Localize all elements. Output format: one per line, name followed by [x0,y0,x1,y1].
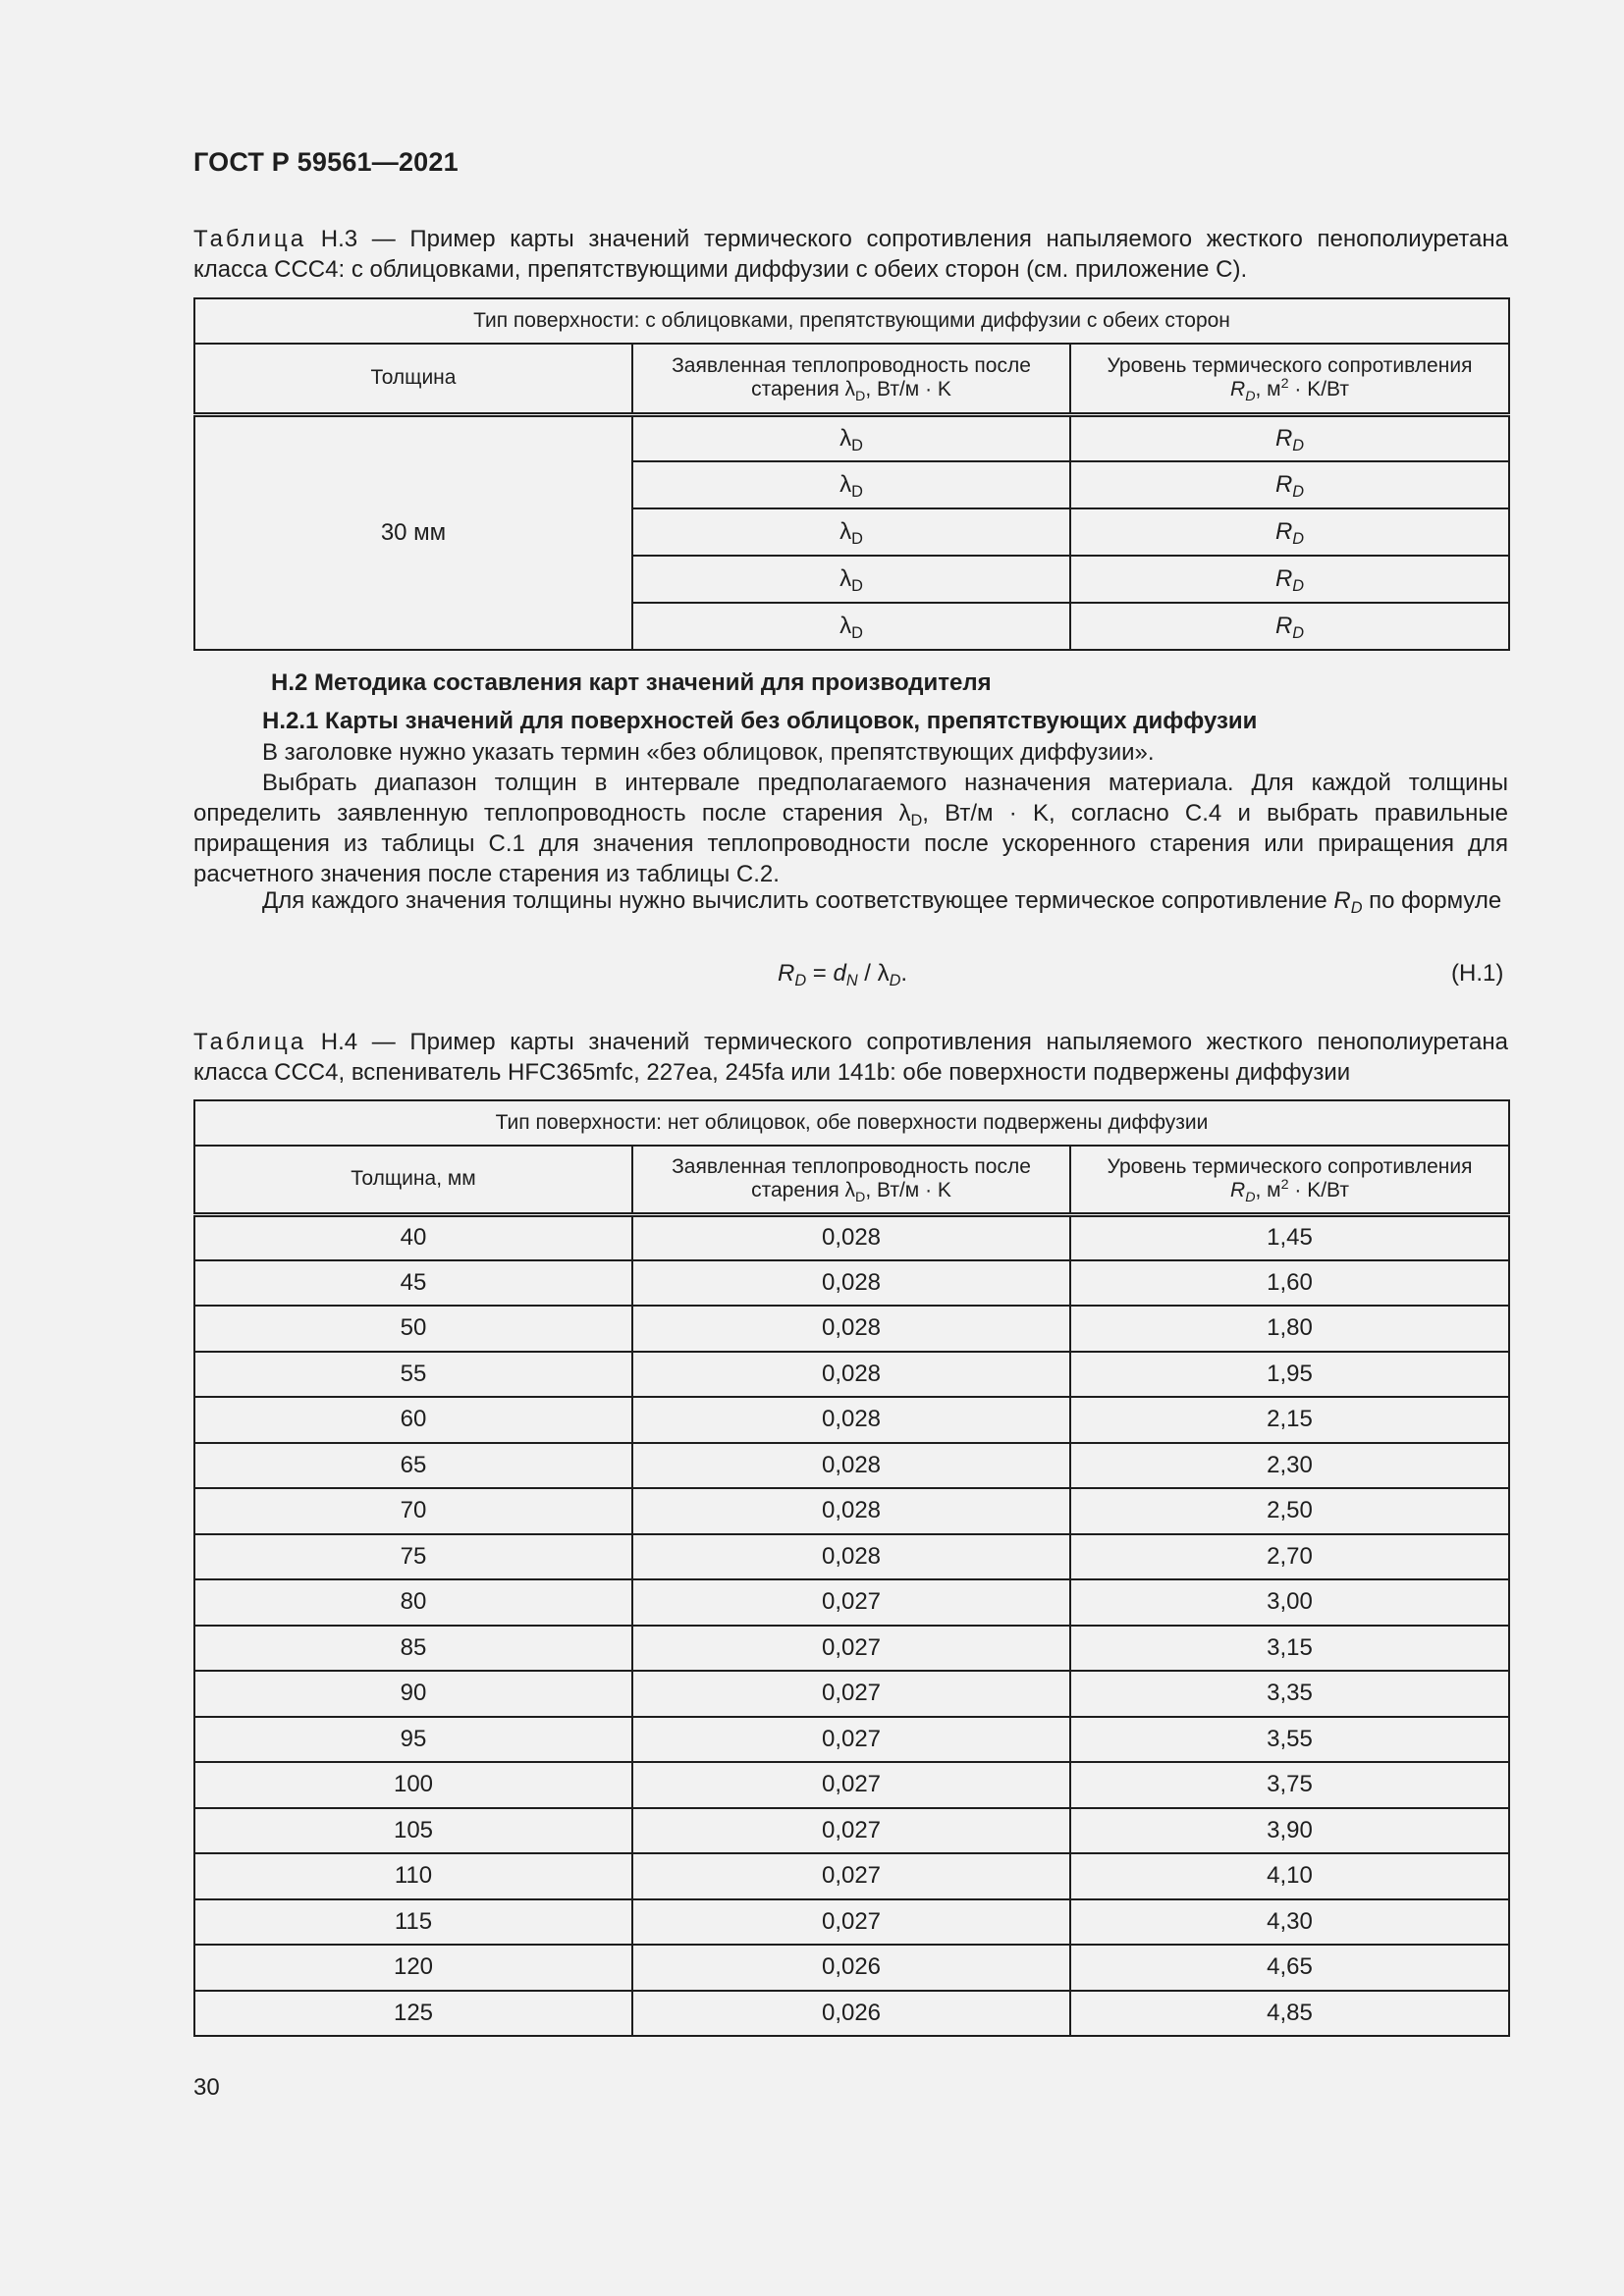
table-h3-col-lambda [632,344,1070,414]
formula-lambda: / λ [857,960,890,987]
table-row [194,1579,1509,1626]
table-h4-thickness-cell: 120 [194,1945,632,1991]
table-h4-col-lambda [632,1146,1070,1214]
table-h4-col-resistance [1070,1146,1509,1214]
table-h4-r-cell: 3,75 [1070,1762,1509,1808]
table-h4-r-cell: 2,50 [1070,1488,1509,1534]
table-row [194,414,1509,461]
table-h4-r-cell: 1,95 [1070,1352,1509,1398]
table-h4-r-cell: 4,30 [1070,1899,1509,1946]
table-h4-thickness-cell: 55 [194,1352,632,1398]
table-h3-r-cell: $R_D$ [1070,461,1509,508]
table-h3 [193,297,1510,651]
table-h4-r-cell: 2,70 [1070,1534,1509,1580]
table-h4-thickness-cell: 90 [194,1671,632,1717]
table-h4-lambda-cell: 0,028 [632,1260,1070,1307]
table-h4-r-cell: 2,15 [1070,1397,1509,1443]
table-h3-col-resistance-sub: D [1245,389,1256,405]
table-h4-caption [193,1027,1508,1088]
paragraph-2-sub: D [910,812,923,829]
formula-lambda-sub: D [889,972,901,989]
table-h4-caption-text: Н.4 — Пример карты значений термического сопротивления напыляемого жесткого пенополиуретана класса ССС4, вспениватель HFC365mfc, 227ea, 245fa или 141b: обе поверхности подвержены диффузии [193,1029,1509,1086]
table-row [194,1488,1509,1534]
table-h4-col-lambda-text: Заявленная теплопроводность после старения λ [672,1155,1031,1202]
table-h4-thickness-cell: 70 [194,1488,632,1534]
formula-d-sub: N [845,972,858,989]
table-h3-surface-row [194,298,1509,344]
table-h4-lambda-cell: 0,027 [632,1762,1070,1808]
table-h3-col-thickness: Толщина [194,344,632,414]
table-h4-thickness-cell: 40 [194,1214,632,1260]
formula-number: (Н.1) [1451,960,1504,987]
page-number: 30 [193,2074,220,2101]
section-heading-h2: Н.2 Методика составления карт значений для производителя [271,669,992,696]
table-row [194,1671,1509,1717]
table-h3-header-row [194,344,1509,414]
table-h4-lambda-cell: 0,028 [632,1306,1070,1352]
table-row [194,1717,1509,1763]
table-h4-thickness-cell: 95 [194,1717,632,1763]
table-row [194,1626,1509,1672]
table-h4-r-cell: 4,10 [1070,1853,1509,1899]
table-h3-col-lambda-sub: D [855,389,866,405]
table-h4-col-resistance-unit-b: · K/Вт [1288,1179,1349,1202]
table-h4-thickness-cell: 45 [194,1260,632,1307]
paragraph-2-text-b: , Вт/м · K, согласно С.4 и выбрать правильные приращения из таблицы С.1 для значения теплопроводности после ускоренного старения или приращения для расчетного значения после старения из таблицы С.2. [193,800,1509,887]
table-h4-col-lambda-sub: D [855,1190,866,1206]
table-h3-surface-type: Тип поверхности: с облицовками, препятствующими диффузии с обеих сторон [194,298,1509,344]
formula-h1 [778,960,907,988]
table-row [194,1762,1509,1808]
table-h4-thickness-cell: 80 [194,1579,632,1626]
paragraph-3-sub: D [1350,899,1363,917]
table-h4-surface-type: Тип поверхности: нет облицовок, обе поверхности подвержены диффузии [194,1100,1509,1146]
table-h4 [193,1099,1510,2037]
table-row [194,1352,1509,1398]
table-row [194,1853,1509,1899]
table-h3-lambda-cell: $\lambda_D$ [632,556,1070,603]
paragraph-2-text-a: Выбрать диапазон толщин в интервале предполагаемого назначения материала. Для каждой толщины определить заявленную теплопроводность после старения λ [193,770,1508,827]
table-h4-lambda-cell: 0,028 [632,1352,1070,1398]
table-h4-lambda-cell: 0,027 [632,1671,1070,1717]
table-h4-thickness-cell: 60 [194,1397,632,1443]
table-h4-header-row [194,1146,1509,1214]
table-row [194,1397,1509,1443]
table-row [194,1945,1509,1991]
table-h3-col-lambda-text: Заявленная теплопроводность после старения λ [672,354,1031,401]
table-h4-thickness-cell: 65 [194,1443,632,1489]
table-h3-r-cell: $R_D$ [1070,556,1509,603]
paragraph-3-text-a: Для каждого значения толщины нужно вычислить соответствующее термическое сопротивление [262,887,1334,914]
table-h4-col-resistance-unit-a: , м [1255,1179,1281,1202]
table-h3-col-resistance-unit-a: , м [1255,378,1281,401]
table-h4-lambda-cell: 0,028 [632,1488,1070,1534]
table-h4-thickness-cell: 110 [194,1853,632,1899]
table-h3-caption-label: Таблица [193,226,307,252]
table-h3-r-cell: $R_D$ [1070,508,1509,556]
table-h4-lambda-cell: 0,028 [632,1534,1070,1580]
table-h3-lambda-cell: $\lambda_D$ [632,603,1070,650]
table-h3-col-resistance [1070,344,1509,414]
table-h3-col-resistance-symbol: R [1230,378,1246,401]
table-h3-r-cell: $R_D$ [1070,414,1509,461]
table-h4-r-cell: 3,00 [1070,1579,1509,1626]
table-h3-r-cell: $R_D$ [1070,603,1509,650]
table-h4-lambda-cell: 0,027 [632,1579,1070,1626]
table-h3-col-resistance-text: Уровень термического сопротивления [1107,354,1473,378]
table-h4-lambda-cell: 0,027 [632,1853,1070,1899]
table-h4-r-cell: 3,15 [1070,1626,1509,1672]
table-h4-r-cell: 1,60 [1070,1260,1509,1307]
formula-r: R [778,960,795,987]
table-h4-caption-label: Таблица [193,1029,307,1055]
table-h4-lambda-cell: 0,028 [632,1397,1070,1443]
table-row [194,1808,1509,1854]
table-row [194,1534,1509,1580]
paragraph-3 [193,885,1508,916]
table-h4-lambda-cell: 0,027 [632,1717,1070,1763]
table-h4-lambda-cell: 0,027 [632,1808,1070,1854]
table-h3-lambda-cell: $\lambda_D$ [632,461,1070,508]
table-h4-col-lambda-unit: , Вт/м · K [865,1179,951,1202]
table-h4-body [194,1100,1509,2036]
formula-eq: = [806,960,834,987]
table-h4-r-cell: 1,45 [1070,1214,1509,1260]
table-h4-r-cell: 1,80 [1070,1306,1509,1352]
table-h4-thickness-cell: 105 [194,1808,632,1854]
table-h4-lambda-cell: 0,027 [632,1626,1070,1672]
table-h4-thickness-cell: 85 [194,1626,632,1672]
table-row [194,1214,1509,1260]
table-h4-thickness-cell: 75 [194,1534,632,1580]
paragraph-2 [193,768,1508,889]
paragraph-1: В заголовке нужно указать термин «без облицовок, препятствующих диффузии». [262,739,1155,766]
table-h4-lambda-cell: 0,026 [632,1945,1070,1991]
table-h4-r-cell: 4,85 [1070,1991,1509,2037]
table-h4-thickness-cell: 100 [194,1762,632,1808]
table-h4-lambda-cell: 0,028 [632,1443,1070,1489]
table-h4-r-cell: 3,90 [1070,1808,1509,1854]
table-h3-caption [193,224,1508,285]
table-h4-r-cell: 3,35 [1070,1671,1509,1717]
table-h4-thickness-cell: 50 [194,1306,632,1352]
formula-end: . [900,960,908,987]
table-h4-lambda-cell: 0,026 [632,1991,1070,2037]
table-h4-col-resistance-text: Уровень термического сопротивления [1107,1155,1473,1179]
table-h4-r-cell: 4,65 [1070,1945,1509,1991]
table-row [194,1260,1509,1307]
table-h3-col-resistance-unit-b: · K/Вт [1288,378,1349,401]
paragraph-3-text-b: по формуле [1362,887,1502,914]
table-h4-r-cell: 3,55 [1070,1717,1509,1763]
table-h4-col-resistance-sup: 2 [1280,1177,1289,1194]
table-h4-lambda-cell: 0,028 [632,1214,1070,1260]
table-row [194,1306,1509,1352]
table-h4-lambda-cell: 0,027 [632,1899,1070,1946]
paragraph-3-symbol: R [1333,887,1351,914]
table-h3-lambda-cell: $\lambda_D$ [632,508,1070,556]
table-h4-col-thickness: Толщина, мм [194,1146,632,1214]
table-h4-thickness-cell: 115 [194,1899,632,1946]
table-h3-col-lambda-unit: , Вт/м · K [865,378,951,401]
table-h4-r-cell: 2,30 [1070,1443,1509,1489]
table-h3-lambda-cell: $\lambda_D$ [632,414,1070,461]
table-h3-thickness-cell: 30 мм [194,414,632,650]
table-h3-caption-text: Н.3 — Пример карты значений термического сопротивления напыляемого жесткого пенополиуретана класса ССС4: с облицовками, препятствующими диффузии с обеих сторон (см. приложение С). [193,226,1509,283]
table-row [194,1899,1509,1946]
formula-r-sub: D [794,972,807,989]
table-h4-col-resistance-sub: D [1245,1190,1256,1206]
table-row [194,1443,1509,1489]
table-h4-surface-row [194,1100,1509,1146]
section-heading-h21: Н.2.1 Карты значений для поверхностей без облицовок, препятствующих диффузии [262,708,1258,734]
table-row [194,1991,1509,2037]
table-h3-col-resistance-sup: 2 [1280,376,1289,393]
table-h4-thickness-cell: 125 [194,1991,632,2037]
document-header: ГОСТ Р 59561—2021 [193,147,459,177]
table-h4-col-resistance-symbol: R [1230,1179,1246,1202]
formula-d: d [833,960,846,987]
